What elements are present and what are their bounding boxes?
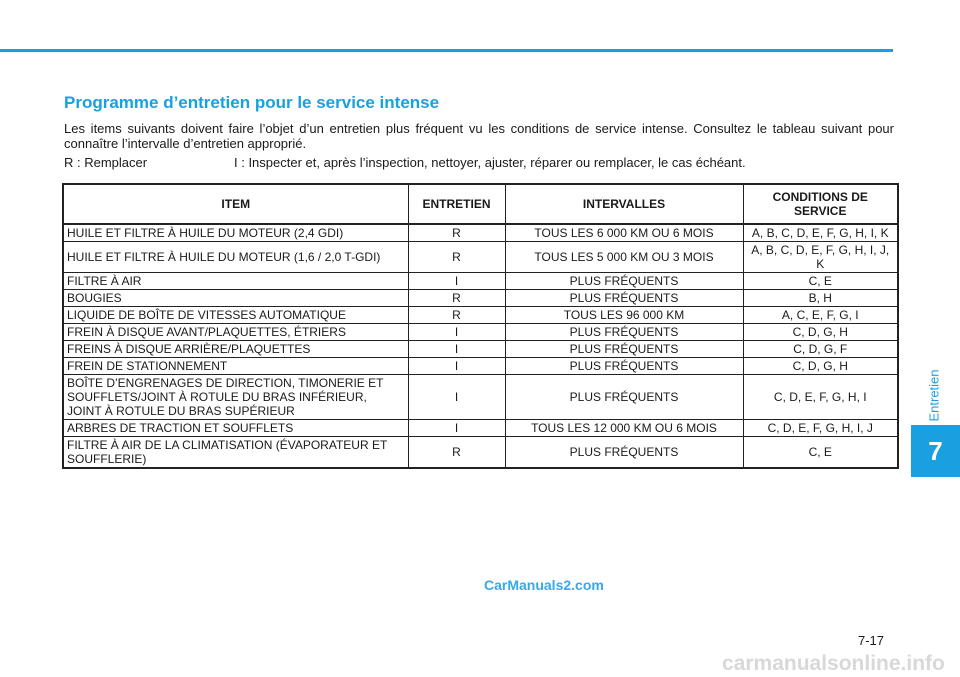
cell-entretien: I [408, 358, 505, 375]
cell-intervalle: PLUS FRÉQUENTS [505, 290, 743, 307]
cell-conditions: C, E [743, 437, 898, 469]
cell-intervalle: TOUS LES 96 000 KM [505, 307, 743, 324]
page-number: 7-17 [858, 633, 885, 648]
header-item: ITEM [63, 184, 408, 224]
header-conditions: CONDITIONS DE SERVICE [743, 184, 898, 224]
cell-entretien: I [408, 273, 505, 290]
cell-intervalle: PLUS FRÉQUENTS [505, 273, 743, 290]
cell-entretien: I [408, 420, 505, 437]
cell-intervalle: TOUS LES 5 000 KM OU 3 MOIS [505, 242, 743, 273]
cell-intervalle: PLUS FRÉQUENTS [505, 324, 743, 341]
cell-conditions: A, C, E, F, G, I [743, 307, 898, 324]
legend-replace: R : Remplacer [64, 155, 148, 170]
table-row [63, 307, 898, 324]
legend-inspect: I : Inspecter et, après l’inspection, nettoyer, ajuster, réparer ou remplacer, le cas échéant. [234, 155, 746, 170]
watermark-bottom: carmanualsonline.info [722, 652, 945, 675]
cell-conditions: C, D, E, F, G, H, I, J [743, 420, 898, 437]
cell-entretien: I [408, 324, 505, 341]
table-header-row [63, 184, 898, 224]
cell-intervalle: PLUS FRÉQUENTS [505, 437, 743, 469]
cell-conditions: B, H [743, 290, 898, 307]
cell-item: FILTRE À AIR DE LA CLIMATISATION (ÉVAPORATEUR ET SOUFFLERIE) [63, 437, 408, 469]
table-row [63, 324, 898, 341]
cell-item: ARBRES DE TRACTION ET SOUFFLETS [63, 420, 408, 437]
table-row [63, 437, 898, 469]
cell-intervalle: TOUS LES 6 000 KM OU 6 MOIS [505, 224, 743, 242]
cell-item: BOUGIES [63, 290, 408, 307]
cell-item: FILTRE À AIR [63, 273, 408, 290]
table-row [63, 358, 898, 375]
cell-conditions: C, D, G, H [743, 358, 898, 375]
header-intervalles: INTERVALLES [505, 184, 743, 224]
header-entretien: ENTRETIEN [408, 184, 505, 224]
cell-item: FREIN DE STATIONNEMENT [63, 358, 408, 375]
cell-item: HUILE ET FILTRE À HUILE DU MOTEUR (1,6 / 2,0 T-GDI) [63, 242, 408, 273]
cell-entretien: R [408, 437, 505, 469]
cell-entretien: R [408, 242, 505, 273]
cell-item: FREIN À DISQUE AVANT/PLAQUETTES, ÉTRIERS [63, 324, 408, 341]
cell-entretien: I [408, 341, 505, 358]
chapter-number-badge: 7 [911, 425, 960, 477]
cell-entretien: R [408, 307, 505, 324]
cell-item: LIQUIDE DE BOÎTE DE VITESSES AUTOMATIQUE [63, 307, 408, 324]
table-row [63, 273, 898, 290]
cell-conditions: C, D, E, F, G, H, I [743, 375, 898, 420]
table-row [63, 242, 898, 273]
cell-intervalle: PLUS FRÉQUENTS [505, 358, 743, 375]
cell-conditions: C, D, G, H [743, 324, 898, 341]
intro-paragraph: Les items suivants doivent faire l’objet d’un entretien plus fréquent vu les conditions de service intense. Consultez le tableau suivant pour connaître l’intervalle d’entretien approprié. [64, 121, 894, 151]
table-row [63, 224, 898, 242]
cell-conditions: A, B, C, D, E, F, G, H, I, K [743, 224, 898, 242]
cell-item: HUILE ET FILTRE À HUILE DU MOTEUR (2,4 GDI) [63, 224, 408, 242]
cell-conditions: C, D, G, F [743, 341, 898, 358]
cell-entretien: R [408, 290, 505, 307]
cell-conditions: C, E [743, 273, 898, 290]
cell-intervalle: TOUS LES 12 000 KM OU 6 MOIS [505, 420, 743, 437]
table-row [63, 375, 898, 420]
cell-item: FREINS À DISQUE ARRIÈRE/PLAQUETTES [63, 341, 408, 358]
watermark-top: CarManuals2.com [484, 577, 604, 593]
cell-entretien: I [408, 375, 505, 420]
section-title: Programme d’entretien pour le service intense [64, 93, 440, 112]
table-row [63, 420, 898, 437]
cell-entretien: R [408, 224, 505, 242]
cell-intervalle: PLUS FRÉQUENTS [505, 375, 743, 420]
table-row [63, 341, 898, 358]
table-row [63, 290, 898, 307]
cell-intervalle: PLUS FRÉQUENTS [505, 341, 743, 358]
chapter-tab-label: Entretien [926, 368, 942, 422]
maintenance-table [62, 183, 899, 469]
legend [64, 155, 746, 170]
header-rule [0, 49, 893, 52]
cell-conditions: A, B, C, D, E, F, G, H, I, J, K [743, 242, 898, 273]
cell-item: BOÎTE D’ENGRENAGES DE DIRECTION, TIMONERIE ET SOUFFLETS/JOINT À ROTULE DU BRAS INFÉRIEUR, JOINT À ROTULE DU BRAS SUPÉRIEUR [63, 375, 408, 420]
